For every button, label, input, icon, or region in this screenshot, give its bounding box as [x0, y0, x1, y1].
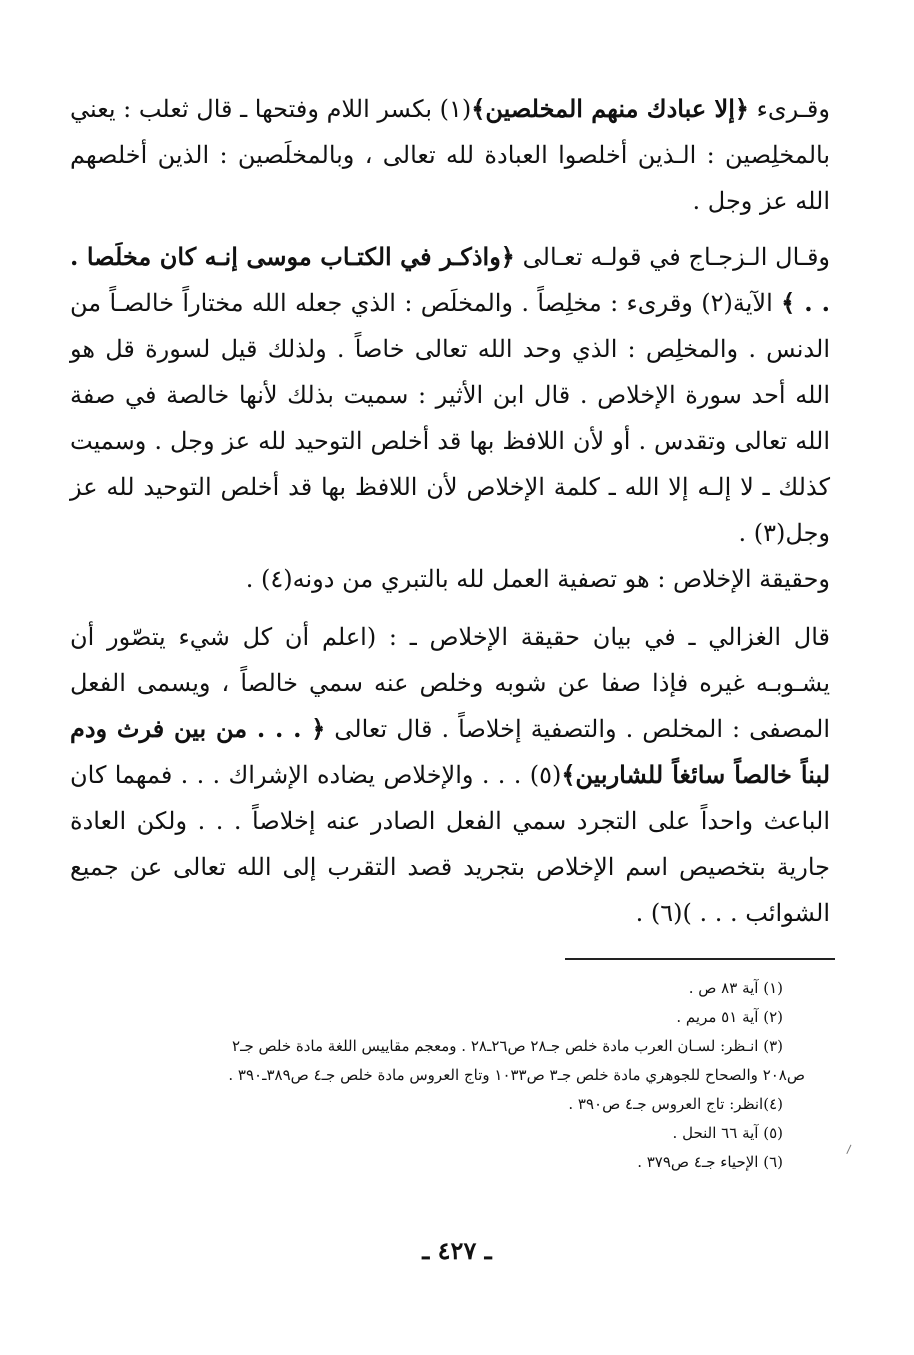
paragraph-1-text: وقـرىء [748, 95, 830, 123]
paragraph-3-text: وحقيقة الإخلاص : هو تصفية العمل لله بالتبري من دونه(٤) . [245, 565, 830, 593]
quran-quote: ﴿واذكـر في الكتـاب موسى إنـه كان مخلَصا . . . ﴾ [70, 242, 830, 317]
quran-quote: ﴿إلا عبادك منهم المخلصين﴾ [471, 94, 749, 123]
page-number: ـ ٤٢٧ ـ [422, 1236, 492, 1265]
footnote-1: (١) آية ٨٣ ص . [688, 979, 783, 997]
paragraph-4 [70, 614, 830, 936]
paragraph-2-text: وقـال الـزجـاج في قولـه تعـالى [514, 243, 831, 271]
footnote-2: (٢) آية ٥١ مريم . [676, 1008, 783, 1026]
footnote-3-continued: ص٢٠٨ والصحاح للجوهري مادة خلص جـ٣ ص١٠٣٣ وتاج العروس مادة خلص جـ٤ ص٣٨٩ـ٣٩٠ . [228, 1066, 805, 1084]
paragraph-4-text: (٥) . . . والإخلاص يضاده الإشراك . . . فمهما كان الباعث واحداً على التجرد سمي الفعل الصادر عنه إخلاصاً . . . ولكن العادة جارية بتخصيص اسم الإخلاص بتجريد قصد التقرب إلى الله تعالى عن جميع الشوائب . . . )(٦) . [70, 761, 830, 927]
scan-mark [846, 1145, 858, 1158]
footnotes [95, 974, 805, 1177]
paragraph-1 [70, 86, 830, 224]
quran-quote: ﴿ . . . من بين فرث ودم لبناً خالصاً سائغاً للشاربين﴾ [70, 714, 831, 789]
footnote-divider [565, 958, 835, 960]
paragraph-4-text: قال الغزالي ـ في بيان حقيقة الإخلاص ـ : (اعلم أن كل شيء يتصّور أن يشـوبـه غيره فإذا صفا عن شوبه وخلص عنه سمي خالصاً ، ويسمى الفعل المصفى : المخلص . والتصفية إخلاصاً . قال تعالى [70, 623, 830, 743]
footnote-3: (٣) انـظر: لسـان العرب مادة خلص جـ٢٨ ص٢٦ـ٢٨ . ومعجم مقاييس اللغة مادة خلص جـ٢ [232, 1037, 783, 1055]
paragraph-1-text: (١) بكسر اللام وفتحها ـ قال ثعلب : يعني بالمخلِصين : الـذين أخلصوا العبادة لله تعالى ، وبالمخلَصين : الذين أخلصهم الله عز وجل . [70, 95, 830, 215]
footnote-6: (٦) الإحياء جـ٤ ص٣٧٩ . [637, 1153, 783, 1171]
paragraph-2-text: الآية(٢) وقرىء : مخلِصاً . والمخلَص : الذي جعله الله مختاراً خالصـاً من الدنس . والمخلِص : الذي وحد الله تعالى خاصاً . ولذلك قيل لسورة قل هو الله أحد سورة الإخلاص . قال ابن الأثير : سميت بذلك لأنها خالصة في صفة الله تعالى وتقدس . أو لأن اللافظ بها قد أخلص التوحيد لله عز وجل . وسميت كذلك ـ لا إلـه إلا الله ـ كلمة الإخلاص لأن اللافظ بها قد أخلص التوحيد لله عز وجل(٣) . [70, 289, 830, 547]
body-text [70, 86, 830, 936]
footnote-5: (٥) آية ٦٦ النحل . [672, 1124, 783, 1142]
paragraph-3 [70, 556, 830, 602]
footnote-4: (٤)انظر: تاج العروس جـ٤ ص٣٩٠ . [568, 1095, 783, 1113]
paragraph-2 [70, 234, 830, 556]
